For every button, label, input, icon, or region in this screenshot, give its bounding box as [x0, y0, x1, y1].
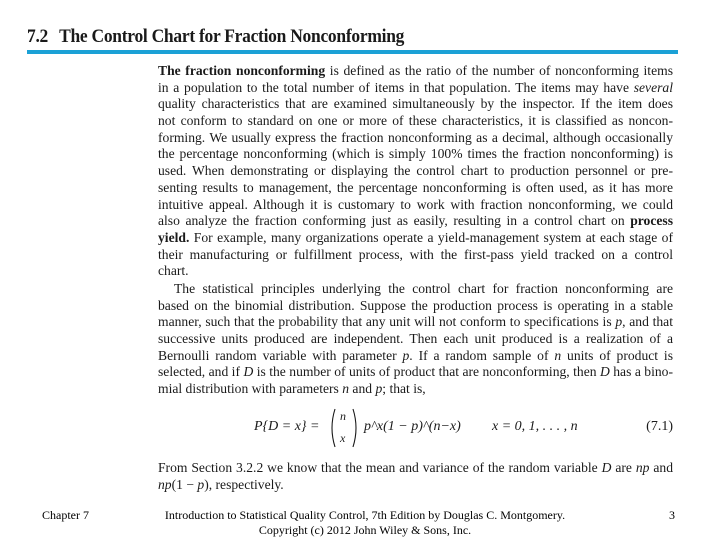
text-segment: np [635, 460, 650, 475]
text-segment: ), respectively. [204, 476, 284, 492]
equation-lhs: P{D = x} = [254, 419, 320, 434]
text-segment: process [630, 213, 673, 229]
text-line [158, 180, 673, 197]
text-segment: . If a random sample of [409, 347, 555, 363]
footer-page-number: 3 [669, 508, 675, 522]
paragraph-mean-variance [158, 460, 673, 493]
text-segment: Bernoulli random variable with parameter [158, 347, 403, 363]
text-line [158, 163, 673, 180]
text-line [158, 80, 673, 97]
text-line [158, 113, 673, 130]
equation-number: (7.1) [646, 419, 673, 434]
text-line [158, 298, 673, 315]
text-segment: D [599, 364, 610, 380]
text-segment: has a bino- [609, 364, 673, 380]
text-segment: senting results to management, the percentage nonconforming is often used, as it has more [158, 179, 673, 195]
section-title [27, 26, 404, 48]
text-segment: intuitive appeal. Although it is customary to work with fraction nonconforming, we could [158, 196, 673, 212]
equation-rhs: p^x(1 − p)^(n−x) [364, 419, 461, 434]
text-line [158, 364, 673, 381]
text-segment: in a population to the total number of items in that population. The items may have [158, 79, 634, 95]
text-segment: used. When demonstrating or displaying the control chart to production personnel or pre- [158, 163, 673, 179]
text-segment: manner, such that the probability that any unit will not conform to specifications is [158, 314, 616, 330]
text-line [158, 213, 673, 230]
text-segment: units of product is [561, 347, 673, 363]
text-line [158, 96, 673, 113]
text-segment: selected, and if [158, 364, 244, 380]
footer-book-title: Introduction to Statistical Quality Control, 7th Edition by Douglas C. Montgomery. [164, 508, 566, 522]
text-segment: is defined as the ratio of the number of nonconforming items [325, 63, 673, 78]
text-line [158, 146, 673, 163]
text-line [158, 331, 673, 348]
text-line [158, 381, 673, 398]
text-segment: several [633, 79, 673, 95]
paragraph-binomial [158, 281, 673, 398]
footer-citation [110, 508, 620, 538]
section-number: 7.2 [27, 26, 49, 47]
text-segment: and [649, 460, 673, 475]
text-line [158, 477, 673, 494]
text-line [158, 314, 673, 331]
text-segment: p [197, 476, 205, 492]
footer-copyright: Copyright (c) 2012 John Wiley & Sons, Inc. [258, 523, 472, 537]
text-segment: n [554, 347, 562, 363]
text-segment: mial distribution with parameters [158, 381, 343, 397]
text-segment: D [601, 460, 612, 475]
equation-range: x = 0, 1, . . . , n [492, 419, 578, 434]
text-line [158, 460, 673, 477]
text-segment: are [611, 460, 636, 475]
text-segment: based on the binomial distribution. Suppose the production process is operating in a stable [158, 297, 673, 313]
text-segment: D [243, 364, 254, 380]
text-segment: also analyze the fraction conforming just as easily, resulting in a control chart on [158, 213, 631, 229]
text-segment: For example, many organizations operate a yield-management system at each stage of [189, 229, 673, 245]
section-heading: The Control Chart for Fraction Nonconforming [59, 26, 405, 47]
text-segment: the percentage nonconforming (which is simply 100% times the fraction nonconforming) is [158, 146, 673, 162]
text-segment: yield. [158, 229, 190, 245]
text-line [158, 348, 673, 365]
text-segment: n [342, 381, 350, 397]
text-line [158, 130, 673, 147]
text-segment: The statistical principles underlying the control chart for fraction nonconforming are [174, 281, 673, 296]
text-line [158, 281, 673, 298]
text-segment: , and that [622, 314, 673, 330]
text-segment: successive units produced are independent. Then each unit produced is a realization of a [158, 331, 673, 347]
text-segment: p [375, 381, 383, 397]
binomial-top: n [340, 409, 346, 423]
text-segment: is the number of units of product that are nonconforming, then [253, 364, 600, 380]
footer-chapter: Chapter 7 [42, 508, 89, 522]
binomial-bottom: x [340, 431, 346, 445]
text-segment: The fraction nonconforming [158, 63, 326, 78]
text-segment: p [615, 314, 623, 330]
text-line [158, 197, 673, 214]
paragraph-fraction-nonconforming [158, 63, 673, 280]
text-segment: forming. We usually express the fraction nonconforming as a decimal, although occasionally [158, 129, 673, 145]
text-segment: np [158, 476, 172, 492]
text-segment: (1 − [171, 476, 198, 492]
text-segment: From Section 3.2.2 we know that the mean and variance of the random variable [158, 460, 602, 475]
text-segment: quality characteristics that are examined simultaneously by the inspector. If the item does [158, 96, 673, 112]
text-segment: not conform to standard on one or more of these characteristics, it is classified as noncon- [158, 113, 673, 129]
text-segment: chart. [158, 263, 189, 279]
text-segment: ; that is, [382, 381, 426, 397]
text-segment: their manufacturing or fulfillment process, with the first-pass yield tracked on a control [158, 246, 673, 262]
text-line [158, 230, 673, 247]
title-rule [27, 50, 678, 54]
text-line [158, 247, 673, 264]
text-segment: and [349, 381, 376, 397]
equation-7-1 [158, 406, 673, 450]
text-segment: p [402, 347, 410, 363]
text-line [158, 63, 673, 80]
text-line [158, 263, 673, 280]
